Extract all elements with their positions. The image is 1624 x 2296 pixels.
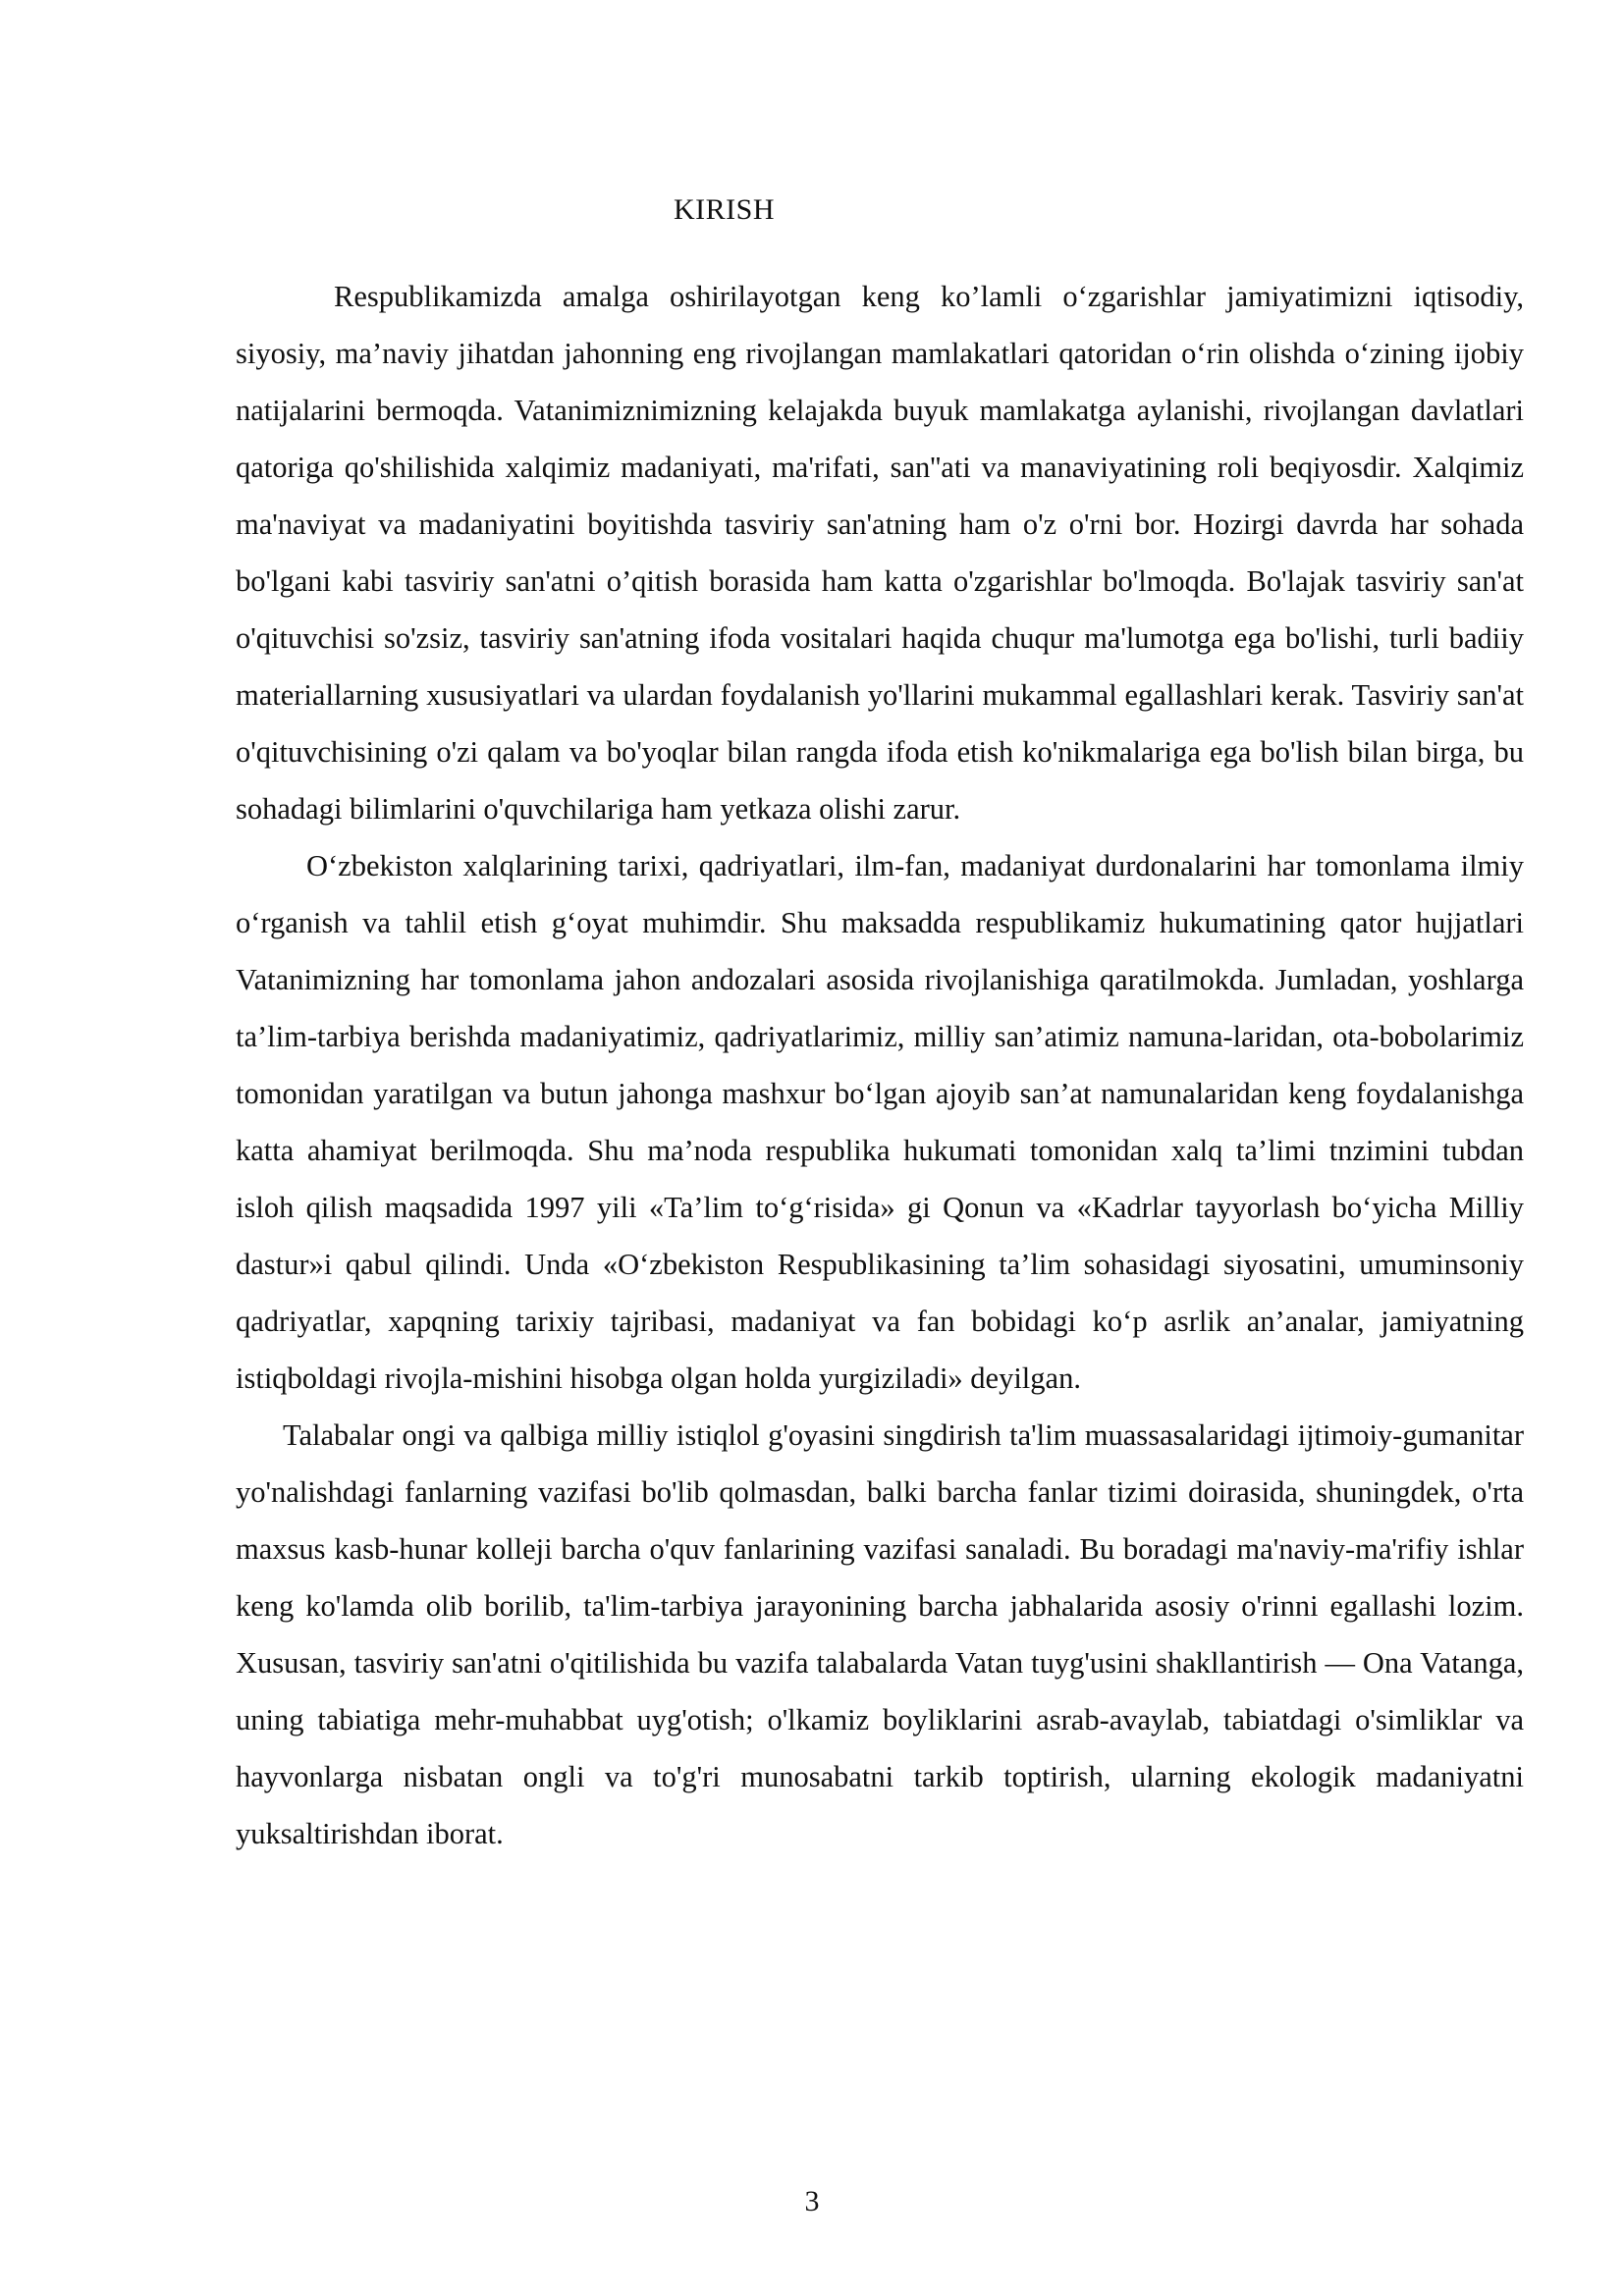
paragraph-2: O‘zbekiston xalqlarining tarixi, qadriyatlari, ilm-fan, madaniyat durdonalarini har tomonlama ilmiy o‘rganish va tahlil etish g‘oyat muhimdir. Shu maksadda respublikamiz hukumatining qator hujjatlari Vatanimizning har tomonlama jahon andozalari asosida rivojlanishiga qaratilmokda. Jumladan, yoshlarga ta’lim-tarbiya berishda madaniyatimiz, qadriyatlarimiz, milliy san’atimiz namuna-laridan, ota-bobolarimiz tomonidan yaratilgan va butun jahonga mashxur bo‘lgan ajoyib san’at namunalaridan keng foydalanishga katta ahamiyat berilmoqda. Shu ma’noda respublika hukumati tomonidan xalq ta’limi tnzimini tubdan isloh qilish maqsadida 1997 yili «Ta’lim to‘g‘risida» gi Qonun va «Kadrlar tayyorlash bo‘yicha Milliy dastur»i qabul qilindi. Unda «O‘zbekiston Respublikasining ta’lim sohasidagi siyosatini, umuminsoniy qadriyatlar, xapqning tarixiy tajribasi, madaniyat va fan bobidagi ko‘p asrlik an’analar, jamiyatning istiqboldagi rivojla-mishini hisobga olgan holda yurgiziladi» deyilgan. xyxy=(236,849,1524,1395)
section-heading: KIRISH xyxy=(674,193,776,226)
paragraph-1: Respublikamizda amalga oshirilayotgan keng ko’lamli o‘zgarishlar jamiyatimizni iqtisodiy, siyosiy, ma’naviy jihatdan jahonning eng rivojlangan mamlakatlari qatoridan o‘rin olishda o‘zining ijobiy natijalarini bermoqda. Vatanimiznimizning kelajakda buyuk mamlakatga aylanishi, rivojlangan davlatlari qatoriga qo'shilishida xalqimiz madaniyati, ma'rifati, san''ati va manaviyatining roli beqiyosdir. Xalqimiz ma'naviyat va madaniyatini boyitishda tasviriy san'atning ham o'z o'rni bor. Hozirgi davrda har sohada bo'lgani kabi tasviriy san'atni o’qitish borasida ham katta o'zgarishlar bo'lmoqda. Bo'lajak tasviriy san'at o'qituvchisi so'zsiz, tasviriy san'atning ifoda vositalari haqida chuqur ma'lumotga ega bo'lishi, turli badiiy materiallarning xususiyatlari va ulardan foydalanish yo'llarini mukammal egallashlari kerak. Tasviriy san'at o'qituvchisining o'zi qalam va bo'yoqlar bilan rangda ifoda etish ko'nikmalariga ega bo'lish bilan birga, bu sohadagi bilimlarini o'quvchilariga ham yetkaza olishi zarur. xyxy=(236,280,1524,826)
paragraph-3: Talabalar ongi va qalbiga milliy istiqlol g'oyasini singdirish ta'lim muassasalaridagi ijtimoiy-gumanitar yo'nalishdagi fanlarning vazifasi bo'lib qolmasdan, balki barcha fanlar tizimi doirasida, shuningdek, o'rta maxsus kasb-hunar kolleji barcha o'quv fanlarining vazifasi sanaladi. Bu boradagi ma'naviy-ma'rifiy ishlar keng ko'lamda olib borilib, ta'lim-tarbiya jarayonining barcha jabhalarida asosiy o'rinni egallashi lozim. Xususan, tasviriy san'atni o'qitilishida bu vazifa talabalarda Vatan tuyg'usini shakllantirish — Ona Vatanga, uning tabiatiga mehr-muhabbat uyg'otish; o'lkamiz boyliklarini asrab-avaylab, tabiatdagi o'simliklar va hayvonlarga nisbatan ongli va to'g'ri munosabatni tarkib toptirish, ularning ekologik madaniyatni yuksaltirishdan iborat. xyxy=(236,1418,1524,1850)
page-number: 3 xyxy=(804,2185,820,2217)
body-text xyxy=(236,268,1524,1862)
